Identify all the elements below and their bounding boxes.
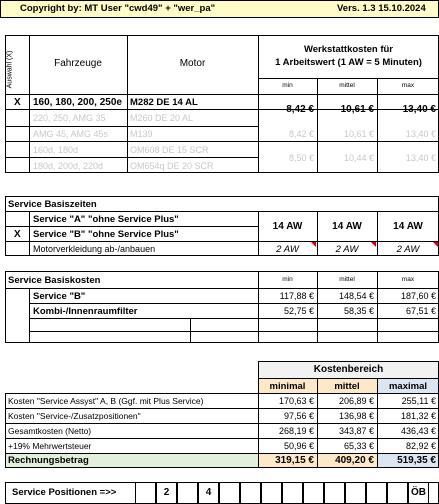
selection-column-label: Auswahl (X) [6, 50, 14, 89]
cost-range-max: 436,43 € [400, 426, 436, 436]
mittel-header: mittel [334, 381, 360, 392]
cost-range-max: 82,92 € [405, 441, 436, 451]
rate-min-header: min [282, 82, 293, 89]
extra-aw-min: 2 AW [276, 244, 299, 255]
rate-max-value: 13,40 € [405, 129, 436, 139]
vehicle-row-engine: M139 [130, 129, 153, 139]
position-cell[interactable] [324, 482, 345, 504]
position-cell[interactable] [366, 482, 387, 504]
position-cell[interactable]: 4 [198, 482, 219, 504]
positions-label: Service Positionen =>> [12, 487, 117, 498]
position-cell[interactable]: 2 [156, 482, 177, 504]
cost-row-min: 52,75 € [283, 306, 314, 316]
rate-max-value: 13,40 € [405, 153, 436, 163]
extra-aw-mid: 2 AW [335, 244, 359, 255]
workshop-costs-title: Werkstattkosten für [303, 44, 394, 55]
rate-mid-value: 10,44 € [343, 153, 374, 163]
maximal-header: maximal [388, 381, 428, 392]
rate-mid-header: mittel [339, 82, 355, 89]
cost-row-label: Kombi-/Innenraumfilter [33, 306, 138, 317]
vehicle-row-models: 180d, 200d, 220d [33, 161, 104, 171]
service-costs-title: Service Basiskosten [8, 275, 101, 286]
position-cell[interactable] [303, 482, 324, 504]
position-cell[interactable] [261, 482, 282, 504]
extra-aw-max: 2 AW [396, 244, 420, 255]
cost-range-min: 268,19 € [278, 426, 314, 436]
service-row-label: Motorverkleidung ab-/anbauen [33, 244, 156, 254]
comment-marker-icon [371, 242, 376, 247]
version-text: Vers. 1.3 15.10.2024 [337, 3, 426, 14]
cost-row-max: 187,60 € [400, 291, 436, 301]
cost-range-title: Kostenbereich [313, 364, 384, 375]
vehicle-row-engine: OM608 DE 15 SCR [130, 145, 209, 155]
service-row-label: Service "A" "ohne Service Plus" [33, 214, 179, 225]
cost-mid-header: mittel [339, 276, 355, 283]
rate-min-value: 8,50 € [288, 153, 314, 163]
cost-range-min: 50,96 € [283, 441, 314, 451]
vehicle-row-engine: M260 DE 20 AL [130, 113, 194, 123]
position-cell[interactable] [282, 482, 303, 504]
comment-marker-icon [433, 242, 438, 247]
position-cell[interactable] [135, 482, 156, 504]
service-row-label: Service "B" "ohne Service Plus" [33, 229, 179, 240]
invoice-total-label: Rechnungsbetrag [8, 455, 89, 466]
rate-mid-value: 10,61 € [343, 129, 374, 139]
vehicle-row-models: AMG 45, AMG 45s [33, 129, 109, 139]
cost-min-header: min [282, 276, 293, 283]
cost-range-row-label: +19% Mehrwertsteuer [8, 441, 92, 451]
position-cell[interactable] [240, 482, 261, 504]
cost-range-mid: 136,98 € [338, 411, 374, 421]
position-cell[interactable]: ÖB [408, 482, 429, 504]
cost-range-max: 255,11 € [401, 396, 436, 406]
cost-row-mid: 58,35 € [343, 306, 374, 316]
rate-mid-value: 10,61 € [340, 104, 374, 115]
vehicle-row-engine: M282 DE 14 AL [130, 97, 198, 108]
cost-range-mid: 343,87 € [338, 426, 374, 436]
cost-range-min: 97,56 € [283, 411, 314, 421]
service-aw-max: 14 AW [393, 221, 423, 232]
invoice-total-min: 319,15 € [275, 455, 314, 466]
cost-range-row-label: Kosten "Service-/Zusatzpositionen" [8, 411, 141, 421]
cost-row-label: Service "B" [33, 291, 86, 302]
service-aw-min: 14 AW [272, 221, 303, 232]
rate-max-header: max [401, 82, 415, 89]
minimal-header: minimal [269, 381, 306, 392]
cost-row-max: 67,51 € [405, 306, 436, 316]
vehicle-row-engine: OM654q DE 20 SCR [130, 161, 214, 171]
rate-min-value: 8,42 € [288, 129, 314, 139]
service-times-title: Service Basiszeiten [8, 199, 97, 210]
cost-row-min: 117,88 € [279, 291, 314, 301]
service-row-mark[interactable]: X [14, 229, 21, 240]
vehicle-row-models: 160d, 180d [33, 145, 79, 155]
invoice-total-max: 519,35 € [397, 455, 436, 466]
vehicle-row-models: 160, 180, 200, 250e [33, 97, 122, 108]
position-cell[interactable] [387, 482, 408, 504]
cost-max-header: max [401, 276, 415, 283]
cost-range-mid: 65,33 € [343, 441, 374, 451]
engine-column-header: Motor [179, 58, 206, 69]
position-cell[interactable] [219, 482, 240, 504]
cost-range-min: 170,63 € [278, 396, 314, 406]
vehicle-row-models: 220, 250, AMG 35 [33, 113, 106, 123]
rate-min-value: 8,42 € [286, 104, 314, 115]
workshop-costs-subtitle: 1 Arbeitswert (1 AW = 5 Minuten) [275, 57, 422, 68]
comment-marker-icon [311, 242, 316, 247]
service-aw-mid: 14 AW [332, 221, 362, 232]
vehicle-row-mark[interactable]: X [14, 97, 21, 108]
position-cell[interactable] [177, 482, 198, 504]
position-cell[interactable] [345, 482, 366, 504]
rate-max-value: 13,40 € [402, 104, 436, 115]
cost-range-max: 181,32 € [400, 411, 436, 421]
vehicles-column-header: Fahrzeuge [54, 58, 102, 69]
cost-range-mid: 206,89 € [338, 396, 374, 406]
copyright-text: Copyright by: MT User "cwd49" + "wer_pa" [20, 3, 216, 14]
cost-range-row-label: Kosten "Service Assyst" A, B (Ggf. mit Plus Service) [8, 396, 204, 406]
cost-range-row-label: Gesamtkosten (Netto) [8, 426, 92, 436]
cost-row-mid: 148,54 € [338, 291, 374, 301]
invoice-total-mid: 409,20 € [335, 455, 374, 466]
